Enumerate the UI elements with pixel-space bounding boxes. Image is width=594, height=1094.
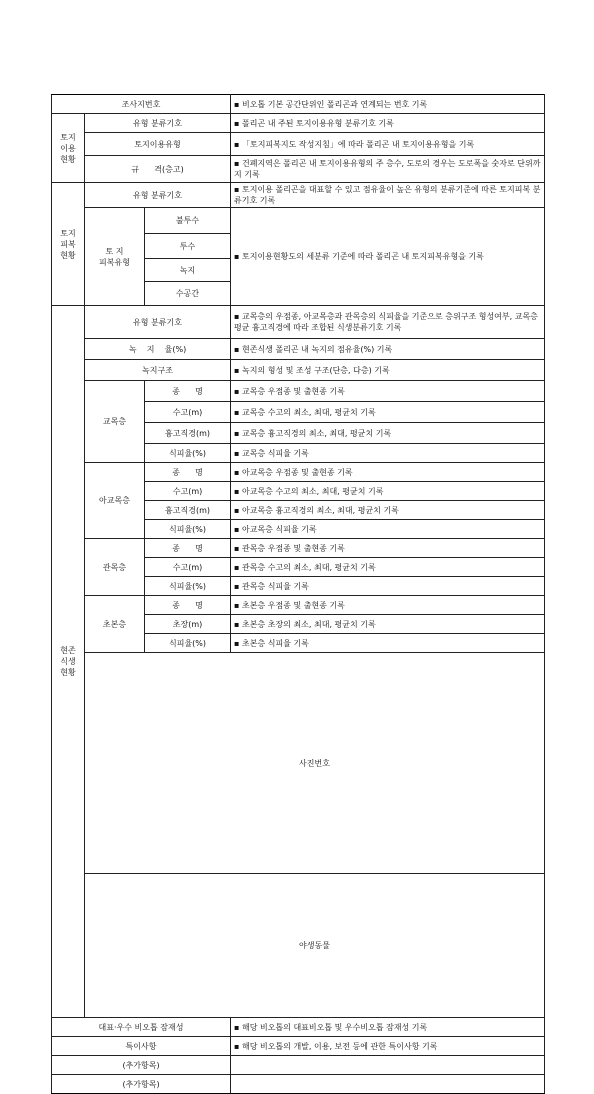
herb-cover-desc: ▪ 초본층 식피율 기록 (231, 634, 545, 653)
landcover-cover-type-text: 토 지 피복유형 (99, 246, 130, 267)
subtree-layer-label: 아교목층 (85, 463, 145, 539)
landuse-type-code-label: 유형 분류기호 (85, 114, 231, 133)
cover-impervious: 불투수 (145, 208, 231, 234)
cover-green: 녹지 (145, 259, 231, 282)
wildlife-label: 야생동물 (85, 874, 545, 1018)
veg-green-struct-label: 녹지구조 (85, 360, 231, 381)
potential-desc: ▪ 해당 비오톱의 대표비오톱 및 우수비오톱 잠재성 기록 (231, 1018, 545, 1037)
landuse-type-code-desc: ▪ 폴리곤 내 주된 토지이용유형 분류기호 기록 (231, 114, 545, 133)
subtree-height-label: 수고(m) (145, 482, 231, 501)
landcover-cover-type-desc: ▪ 토지이용현황도의 세분류 기준에 따라 폴리곤 내 토지피복유형을 기록 (231, 208, 545, 306)
extra-item-1-label: (추가항목) (52, 1056, 231, 1075)
herb-cover-label: 식피율(%) (145, 634, 231, 653)
tree-layer-label: 교목층 (85, 381, 145, 463)
herb-layer-label: 초본층 (85, 596, 145, 653)
tree-species-label: 종 명 (145, 381, 231, 402)
veg-green-rate-desc: ▪ 현존식생 폴리곤 내 녹지의 점유율(%) 기록 (231, 339, 545, 360)
landcover-cover-type-label (85, 208, 145, 306)
subtree-cover-label: 식피율(%) (145, 520, 231, 539)
subtree-cover-desc: ▪ 아교목층 식피율 기록 (231, 520, 545, 539)
tree-height-label: 수고(m) (145, 402, 231, 423)
shrub-cover-desc: ▪ 관목층 식피율 기록 (231, 577, 545, 596)
landuse-category-text: 토지 이용 현황 (60, 132, 76, 164)
shrub-species-desc: ▪ 관목층 우점종 및 출현종 기록 (231, 539, 545, 558)
tree-cover-label: 식피율(%) (145, 444, 231, 463)
tree-dbh-desc: ▪ 교목층 흉고직경의 최소, 최대, 평균치 기록 (231, 423, 545, 444)
herb-length-desc: ▪ 초본층 초장의 최소, 최대, 평균치 기록 (231, 615, 545, 634)
herb-species-desc: ▪ 초본층 우점종 및 출현종 기록 (231, 596, 545, 615)
subtree-height-desc: ▪ 아교목층 수고의 최소, 최대, 평균치 기록 (231, 482, 545, 501)
landcover-type-code-label: 유형 분류기호 (85, 183, 231, 208)
tree-species-desc: ▪ 교목층 우점종 및 출현종 기록 (231, 381, 545, 402)
veg-type-code-label: 유형 분류기호 (85, 306, 231, 339)
cover-pervious: 투수 (145, 234, 231, 259)
herb-species-label: 종 명 (145, 596, 231, 615)
shrub-height-desc: ▪ 관목층 수고의 최소, 최대, 평균치 기록 (231, 558, 545, 577)
landcover-type-code-desc: ▪ 토지이용 폴리곤을 대표할 수 있고 점유율이 높은 유형의 분류기준에 따른 토지피복 분류기호 기록 (231, 183, 545, 208)
landuse-scale-desc: ▪ 건폐지역은 폴리곤 내 토지이용유형의 주 층수, 도로의 경우는 도로폭을 숫자로 단위까지 기록 (231, 156, 545, 183)
landuse-type-desc: ▪ 「토지피복지도 작성지침」에 따라 폴리곤 내 토지이용유형을 기록 (231, 133, 545, 156)
tree-height-desc: ▪ 교목층 수고의 최소, 최대, 평균치 기록 (231, 402, 545, 423)
shrub-height-label: 수고(m) (145, 558, 231, 577)
landuse-scale-label: 규 격(층고) (85, 156, 231, 183)
shrub-species-label: 종 명 (145, 539, 231, 558)
remarks-label: 특이사항 (52, 1037, 231, 1056)
landcover-category-text: 토지 피복 현황 (60, 228, 76, 260)
veg-green-rate-label: 녹 지 율(%) (85, 339, 231, 360)
landuse-type-label: 토지이용유형 (85, 133, 231, 156)
tree-cover-desc: ▪ 교목층 식피율 기록 (231, 444, 545, 463)
veg-green-struct-desc: ▪ 녹지의 형성 및 조성 구조(단층, 다층) 기록 (231, 360, 545, 381)
remarks-desc: ▪ 해당 비오톱의 개발, 이용, 보전 등에 관한 특이사항 기록 (231, 1037, 545, 1056)
survey-no-label: 조사지번호 (52, 95, 231, 114)
subtree-dbh-desc: ▪ 아교목층 흉고직경의 최소, 최대, 평균치 기록 (231, 501, 545, 520)
subtree-species-label: 종 명 (145, 463, 231, 482)
cover-water: 수공간 (145, 282, 231, 306)
survey-no-desc: ▪ 비오톱 기본 공간단위인 폴리곤과 연계되는 번호 기록 (231, 95, 545, 114)
survey-field-table (51, 94, 545, 1094)
tree-dbh-label: 흉고직경(m) (145, 423, 231, 444)
potential-label: 대표·우수 비오톱 잠재성 (52, 1018, 231, 1037)
shrub-layer-label: 관목층 (85, 539, 145, 596)
photo-label: 사진번호 (85, 653, 545, 874)
veg-type-code-desc: ▪ 교목층의 우점종, 아교목층과 관목층의 식피율을 기준으로 층위구조 형성여부, 교목층 평균 흉고직경에 따라 조합된 식생분류기호 기록 (231, 306, 545, 339)
extra-item-1-desc (231, 1056, 545, 1075)
subtree-species-desc: ▪ 아교목층 우점종 및 출현종 기록 (231, 463, 545, 482)
vegetation-category (52, 306, 85, 1018)
shrub-cover-label: 식피율(%) (145, 577, 231, 596)
subtree-dbh-label: 흉고직경(m) (145, 501, 231, 520)
herb-length-label: 초장(m) (145, 615, 231, 634)
landcover-category (52, 183, 85, 306)
extra-item-2-label: (추가항목) (52, 1075, 231, 1094)
vegetation-category-text: 현존 식생 현황 (60, 646, 76, 677)
landuse-category (52, 114, 85, 183)
extra-item-2-desc (231, 1075, 545, 1094)
